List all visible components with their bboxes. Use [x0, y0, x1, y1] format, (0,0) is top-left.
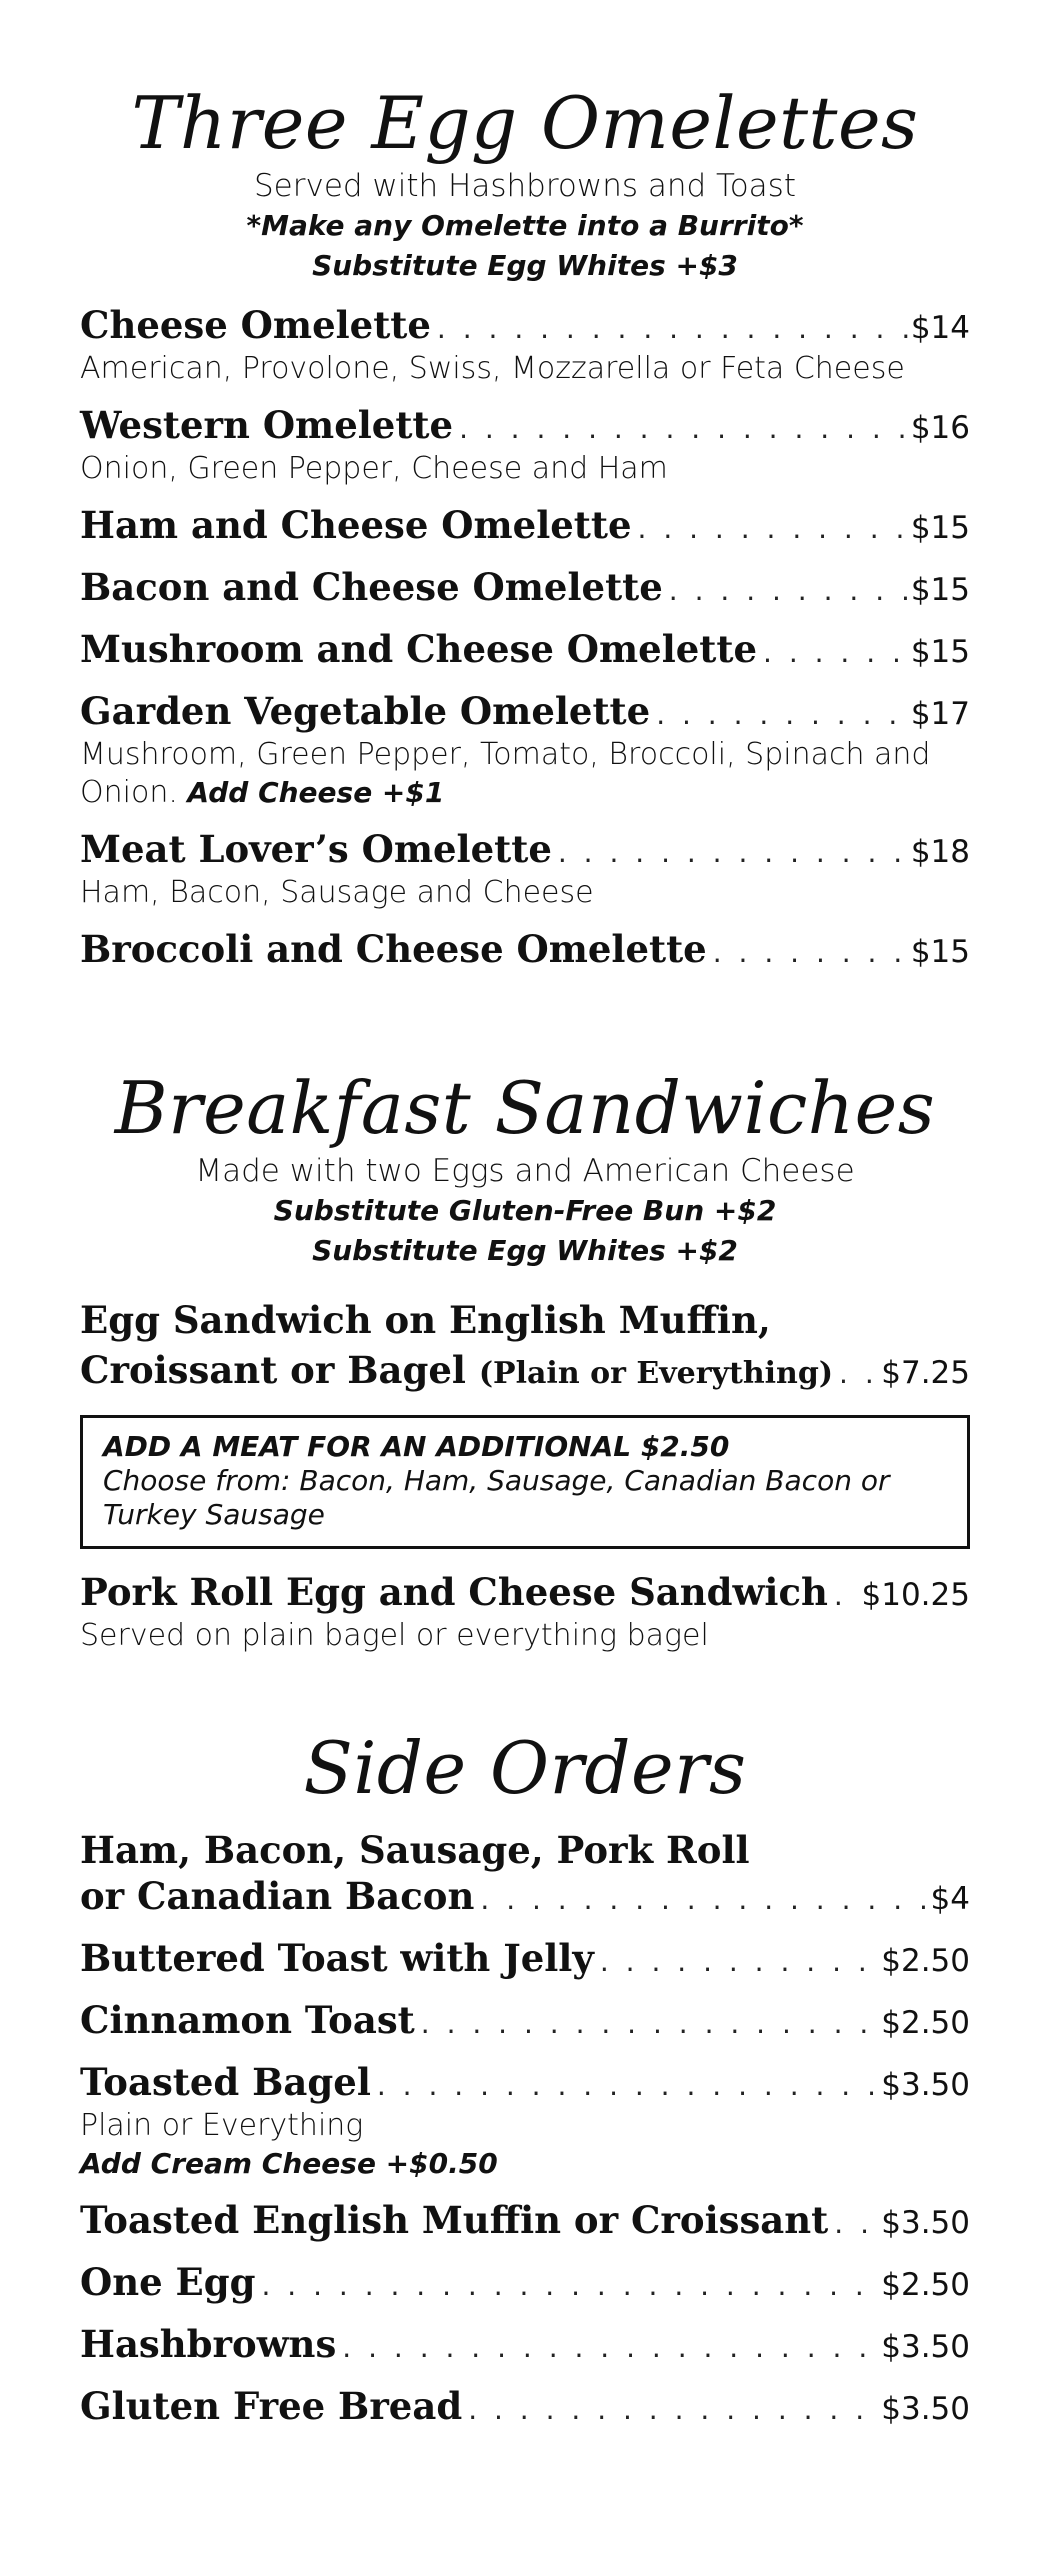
item-addon: Add Cream Cheese +$0.50 — [80, 2147, 498, 2180]
dot-leader — [707, 936, 909, 969]
sides-title: Side Orders — [303, 1726, 747, 1810]
menu-item-western-omelette — [80, 400, 970, 488]
dot-leader — [336, 2331, 879, 2364]
item-price: $14 — [910, 310, 970, 346]
menu-item-ham-cheese-omelette — [80, 500, 970, 550]
dot-leader — [757, 636, 909, 669]
item-price: $2.50 — [881, 1943, 970, 1979]
item-price: $3.50 — [881, 2067, 970, 2103]
item-price: $2.50 — [881, 2267, 970, 2303]
omelettes-note-egg-whites: Substitute Egg Whites +$3 — [312, 249, 738, 282]
dot-leader — [453, 412, 909, 445]
item-name: One Egg — [80, 2260, 256, 2304]
dot-leader — [474, 1883, 928, 1916]
dot-leader — [828, 1579, 860, 1612]
menu-item-one-egg — [80, 2257, 970, 2307]
omelettes-section — [80, 80, 970, 974]
dot-leader — [256, 2269, 880, 2302]
item-name: Hashbrowns — [80, 2322, 337, 2366]
item-price: $2.50 — [881, 2005, 970, 2041]
sandwiches-section — [80, 1065, 970, 1655]
menu-item-pork-roll-sandwich — [80, 1567, 970, 1655]
dot-leader — [833, 1357, 879, 1390]
dot-leader — [650, 698, 909, 731]
item-name: Western Omelette — [80, 403, 454, 447]
item-name: Mushroom and Cheese Omelette — [80, 627, 758, 671]
item-name: Cheese Omelette — [80, 303, 431, 347]
item-description: Served on plain bagel or everything bagel — [80, 1618, 709, 1653]
omelettes-note-burrito: *Make any Omelette into a Burrito* — [246, 209, 804, 242]
dot-leader — [632, 512, 909, 545]
item-name-option: (Plain or Everything) — [478, 1356, 834, 1391]
add-meat-heading: ADD A MEAT FOR AN ADDITIONAL $2.50 — [103, 1430, 730, 1463]
menu-item-cinnamon-toast — [80, 1995, 970, 2045]
menu-item-bacon-cheese-omelette — [80, 562, 970, 612]
omelettes-title: Three Egg Omelettes — [131, 81, 919, 165]
menu-item-hashbrowns — [80, 2319, 970, 2369]
item-name: Bacon and Cheese Omelette — [80, 565, 663, 609]
item-name: Cinnamon Toast — [80, 1998, 415, 2042]
item-price: $15 — [910, 510, 970, 546]
item-description: American, Provolone, Swiss, Mozzarella or Feta Cheese — [80, 351, 905, 386]
item-name-line1: Ham, Bacon, Sausage, Pork Roll — [80, 1828, 750, 1872]
menu-item-egg-sandwich — [80, 1295, 970, 1399]
menu-item-toasted-bagel — [80, 2057, 970, 2183]
dot-leader — [431, 312, 909, 345]
menu-item-side-meats — [80, 1825, 970, 1921]
menu-item-buttered-toast — [80, 1933, 970, 1983]
item-price: $3.50 — [881, 2205, 970, 2241]
item-price: $10.25 — [861, 1577, 970, 1613]
item-name-line2: or Canadian Bacon — [80, 1874, 475, 1918]
item-name-main: Croissant or Bagel — [80, 1348, 466, 1392]
omelettes-subtitle: Served with Hashbrowns and Toast — [253, 168, 796, 204]
sandwiches-note-gluten-free: Substitute Gluten-Free Bun +$2 — [273, 1194, 777, 1227]
item-description: Onion, Green Pepper, Cheese and Ham — [80, 451, 668, 486]
add-meat-text: Choose from: Bacon, Ham, Sausage, Canadian Bacon or Turkey Sausage — [103, 1464, 890, 1531]
menu-item-gluten-free-bread — [80, 2381, 970, 2431]
dot-leader — [371, 2069, 879, 2102]
item-price: $15 — [910, 572, 970, 608]
menu-item-english-muffin-croissant — [80, 2195, 970, 2245]
item-price: $15 — [910, 634, 970, 670]
item-name: Gluten Free Bread — [80, 2384, 463, 2428]
dot-leader — [552, 836, 909, 869]
item-name: Meat Lover’s Omelette — [80, 827, 552, 871]
dot-leader — [828, 2207, 879, 2240]
item-price: $3.50 — [881, 2391, 970, 2427]
item-name: Buttered Toast with Jelly — [80, 1936, 594, 1980]
item-price: $7.25 — [881, 1355, 970, 1391]
item-description — [80, 736, 970, 812]
item-price: $4 — [930, 1881, 970, 1917]
menu-item-meat-lovers-omelette — [80, 824, 970, 912]
item-price: $18 — [910, 834, 970, 870]
item-name: Pork Roll Egg and Cheese Sandwich — [80, 1570, 828, 1614]
item-price: $15 — [910, 934, 970, 970]
sides-section — [80, 1725, 970, 2431]
menu-item-mushroom-cheese-omelette — [80, 624, 970, 674]
item-price: $3.50 — [881, 2329, 970, 2365]
menu-item-broccoli-cheese-omelette — [80, 924, 970, 974]
item-name: Garden Vegetable Omelette — [80, 689, 651, 733]
item-addon: Add Cheese +$1 — [187, 776, 445, 809]
item-name-line2 — [80, 1345, 833, 1399]
menu-item-cheese-omelette — [80, 300, 970, 388]
item-name-line1: Egg Sandwich on English Muffin, — [80, 1298, 771, 1342]
dot-leader — [594, 1945, 879, 1978]
sandwiches-title: Breakfast Sandwiches — [114, 1066, 936, 1150]
sandwiches-note-egg-whites: Substitute Egg Whites +$2 — [312, 1234, 738, 1267]
item-name: Toasted English Muffin or Croissant — [80, 2198, 829, 2242]
item-description: Ham, Bacon, Sausage and Cheese — [80, 875, 594, 910]
item-name: Toasted Bagel — [80, 2060, 371, 2104]
item-description-text: Mushroom, Green Pepper, Tomato, Broccoli, Spinach and Onion. — [80, 737, 931, 810]
dot-leader — [462, 2393, 879, 2426]
add-meat-box — [80, 1415, 970, 1549]
item-name: Broccoli and Cheese Omelette — [80, 927, 707, 971]
item-price: $16 — [910, 410, 970, 446]
item-description: Plain or Everything — [80, 2108, 364, 2143]
item-price: $17 — [910, 696, 970, 732]
item-name: Ham and Cheese Omelette — [80, 503, 632, 547]
dot-leader — [415, 2007, 879, 2040]
dot-leader — [663, 574, 909, 607]
menu-item-garden-vegetable-omelette — [80, 686, 970, 812]
sandwiches-subtitle: Made with two Eggs and American Cheese — [195, 1153, 855, 1189]
